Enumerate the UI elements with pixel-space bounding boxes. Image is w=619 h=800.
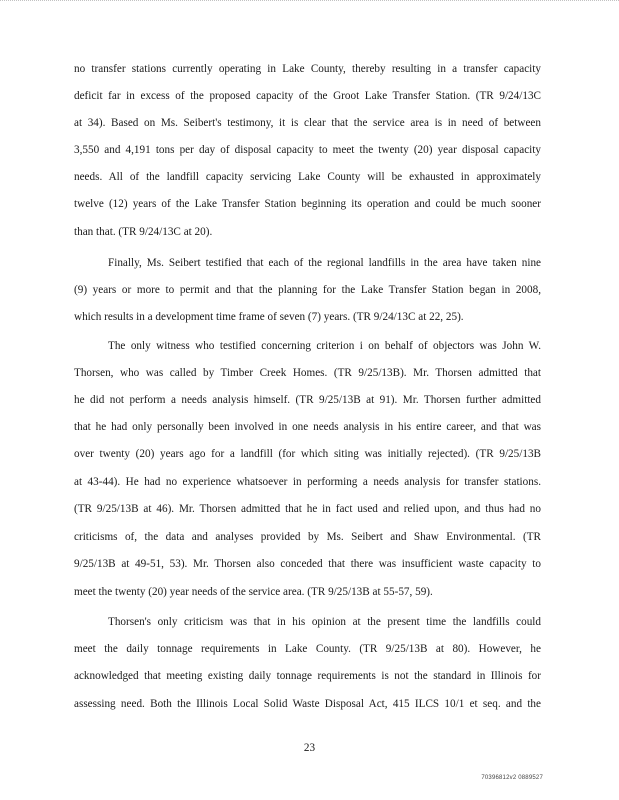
text-line: meet the twenty (20) year needs of the service area. (TR 9/25/13B at 55-57, 59). [74,586,433,598]
text-line: 3,550 and 4,191 tons per day of disposal capacity to meet the twenty (20) year disposal capacity [74,144,541,156]
text-line: acknowledged that meeting existing daily tonnage requirements is not the standard in Illinois for [74,670,541,682]
text-line: needs. All of the landfill capacity servicing Lake County will be exhausted in approximately [74,171,541,183]
text-line: Thorsen, who was called by Timber Creek Homes. (TR 9/25/13B). Mr. Thorsen admitted that [74,367,541,379]
text-line: deficit far in excess of the proposed capacity of the Groot Lake Transfer Station. (TR 9/24/13C [74,90,541,102]
text-line: that he had only personally been involved in one needs analysis in his entire career, and that was [74,421,541,433]
text-line: meet the daily tonnage requirements in Lake County. (TR 9/25/13B at 80). However, he [74,643,541,655]
text-line: at 34). Based on Ms. Seibert's testimony, it is clear that the service area is in need of between [74,117,541,129]
text-line: (9) years or more to permit and that the planning for the Lake Transfer Station began in 2008, [74,284,541,296]
text-line: 9/25/13B at 49-51, 53). Mr. Thorsen also conceded that there was insufficient waste capacity to [74,558,541,570]
page-number: 23 [303,742,316,754]
text-line: Finally, Ms. Seibert testified that each of the regional landfills in the area have taken nine [108,257,541,269]
text-line: twelve (12) years of the Lake Transfer Station beginning its operation and could be much sooner [74,198,541,210]
text-line: over twenty (20) years ago for a landfill (for which siting was initially rejected). (TR 9/25/13B [74,448,541,460]
text-line: assessing need. Both the Illinois Local Solid Waste Disposal Act, 415 ILCS 10/1 et seq. and the [74,698,541,710]
text-line: no transfer stations currently operating in Lake County, thereby resulting in a transfer capacity [74,63,541,75]
scan-edge-artifact [0,0,619,4]
text-line: he did not perform a needs analysis himself. (TR 9/25/13B at 91). Mr. Thorsen further admitted [74,394,541,406]
text-line: than that. (TR 9/24/13C at 20). [74,226,213,238]
text-line: (TR 9/25/13B at 46). Mr. Thorsen admitted that he in fact used and relied upon, and thus had no [74,503,541,515]
document-id: 70396812v2 0889527 [481,775,543,781]
text-line: Thorsen's only criticism was that in his opinion at the present time the landfills could [108,616,541,628]
text-line: The only witness who testified concerning criterion i on behalf of objectors was John W. [108,340,541,352]
text-line: which results in a development time frame of seven (7) years. (TR 9/24/13C at 22, 25). [74,311,464,323]
text-line: at 43-44). He had no experience whatsoever in performing a needs analysis for transfer stations. [74,476,541,488]
text-line: criticisms of, the data and analyses provided by Ms. Seibert and Shaw Environmental. (TR [74,531,541,543]
